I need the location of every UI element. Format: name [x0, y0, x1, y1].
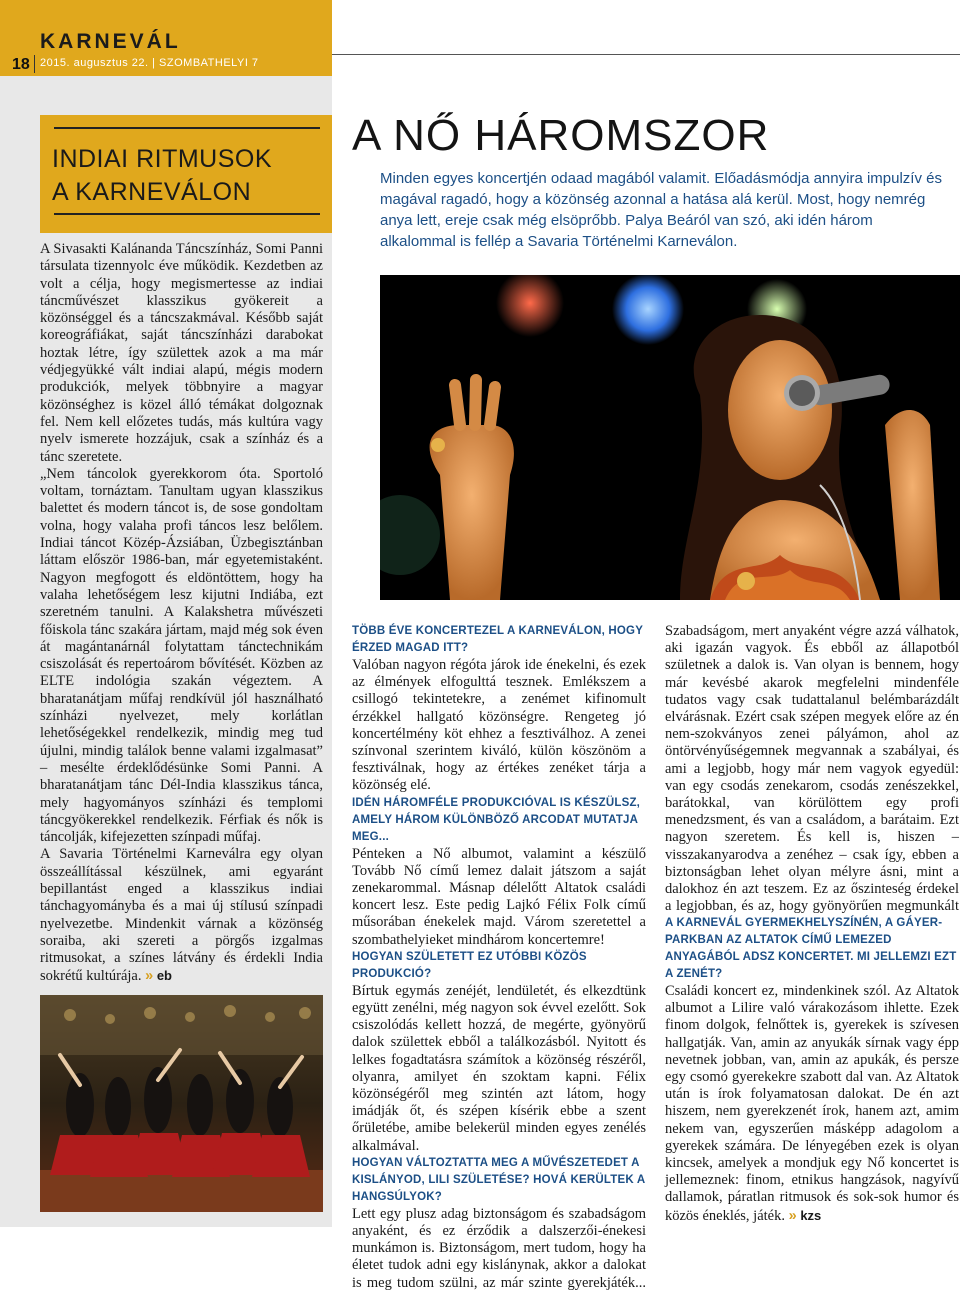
article-lead: Minden egyes koncertjén odaad magából valamit. Előadásmódja annyira impulzív és magával ragadó, hogy a közönség azonnal a hatása alá kerül. Most, hogy nemrég anya lett, ereje csak még elsöprőbb. Palya Beáról van szó, aki idén három alkalommal is fellép a Savaria Történelmi Karneválon.	[380, 170, 942, 250]
article-title: A NŐ HÁROMSZOR	[352, 111, 770, 160]
signature-mark: »	[145, 968, 154, 985]
sidebar-paragraph: A Sivasakti Kalánanda Táncszínház, Somi Panni társulata tizennyolc éve működik. Kezdetben az volt a célja, hogy megismertesse az indiai táncművészet klasszikus gyökereit a közönséggel és a táncszakmával. Később saját koreográfiákat, saját táncszínházi darabokat hoztak létre, így születtek azok a ma már védjegyükké vált indiai alapú, mégis modern produkciók, melyek többnyire a magyar közönséghez is közel álló témákat dolgoznak fel. Nem kell előzetes tudás, más kultúra vagy nyelv ismerete hozzájuk, csak a színház és a tánc szeretete.	[40, 241, 323, 465]
interview-question: A KARNEVÁL GYERMEKHELYSZÍNÉN, A GÁYER-PARKBAN AZ ALTATOK CÍMŰ LEMEZED ANYAGÁBÓL ADSZ KONCERTET. MI JELLEMZI EZT A ZENÉT?	[665, 917, 957, 980]
singer-photo	[380, 275, 960, 600]
interview-question: IDÉN HÁROMFÉLE PRODUKCIÓVAL IS KÉSZÜLSZ, AMELY HÁROM KÜLÖNBÖZŐ ARCODAT MUTATJA MEG...	[352, 796, 641, 843]
sidebar-title-line1: INDIAI RITMUSOK	[52, 145, 273, 173]
section-label: KARNEVÁL	[40, 30, 181, 53]
title-rule-top	[54, 127, 320, 129]
interview-question: HOGYAN VÁLTOZTATTA MEG A MŰVÉSZETEDET A KISLÁNYOD, LILI SZÜLETÉSE? HOVÁ KERÜLTEK A HANGSÚLYOK?	[352, 1156, 645, 1203]
article-column-1	[352, 623, 646, 1292]
interview-answer: Valóban nagyon régóta járok ide énekelni, és ezek az élmények elfogulttá tesznek. Emlékszem a csillogó tekintetekre, a zenémet kifinomult érzékkel hallgató közönségre. Rengeteg jó koncertélmény köt ehhez a fesztiválhoz. A zenei színvonal szerintem kiváló, külön köszönöm a fesztiválnak, hogy az értékes zenéket tárja a közönség elé.	[352, 657, 646, 794]
issue-date: 2015. augusztus 22. | SZOMBATHELYI 7	[40, 57, 259, 69]
author-signature: kzs	[800, 1207, 822, 1223]
sidebar-article	[40, 241, 323, 986]
sidebar-title	[52, 143, 272, 209]
sidebar-paragraph: A Savaria Történelmi Karneválra egy olyan összeállítással készülnek, ami egyaránt bepillantást enged a klasszikus indiai tánchagyományba és a mai új stílusú színpadi nyelvezetbe. Mindenkit várnak a közönség soraiba, aki szereti a pörgős izgalmas ritmusokat, a színes látvány és érdekli India sokrétű kultúrája. » eb	[40, 846, 323, 985]
interview-answer: Pénteken a Nő albumot, valamint a készülő Tovább Nő című lemez dalait játszom a saját zenekarommal. Másnap délelőtt Altatok családi koncert lesz. Este pedig Lajkó Félix Folk című műsorában énekelek majd. Várom szeretettel a szombathelyieket mindhárom koncertemre!	[352, 845, 646, 948]
interview-answer-continued: Szabadságom, mert anyaként végre azzá válhatok, aki igazán vagyok. És ebből az állapotból születnek a dalok is. Van olyan is bennem, hogy már kevésbé akarok megfelelni mindenféle tudatos vagy csak tudattalanul belémbarázdált elvárásnak. Ezért csak szépen megyek előre az én nem-szokványos zenei pályámon, ahol az öntörvényűségemnek megvannak a szabályai, és ami a legjobb, hogy már nem vagyok egyedül: van egy csodás zenekarom, csodás zenészekkel, barátokkal, van körülöttem egy profi menedzsment, és van a családom, a barátaim. Ezt nagyon szeretem. És kell is, hiszen – visszakanyarodva a zenéhez – csak így, ebben a biztonságban lehet olyan mélyre ásni, mint a dalokhoz én azt teszem. Ez az őszinteség érdekel a legjobban, és az, hogy gyönyörűen megmunkált	[665, 623, 959, 915]
interview-answer: Bírtuk egymás zenéjét, lendületét, és elkezdtünk együtt zenélni, még nagyon sok évvel ezelőtt. Sok csiszolódás kellett hozzá, de megérte, gyönyörű dalok születtek ebből a találkozásból. Nyitott és lelkes fogadtatásra számítok a közönség részéről, olyanra, amilyet én szoktam kapni. Félix közönségéről meg szintén azt látom, hogy imádják őt, és szépen kísérik ebbe a szent őrületébe, amibe belekerül minden egyes zenélés alkalmával.	[352, 982, 646, 1154]
title-rule-bottom	[54, 213, 320, 215]
interview-question: HOGYAN SZÜLETETT EZ UTÓBBI KÖZÖS PRODUKCIÓ?	[352, 950, 587, 980]
sidebar-title-line2: A KARNEVÁLON	[52, 178, 252, 206]
article-column-2	[665, 623, 959, 1225]
interview-answer: Családi koncert ez, mindenkinek szól. Az Altatok albumot a Lilire való várakozásom ihlette. Ezek finom dolgok, felnőttek is, gyerekek is szívesen hallgatják. Van, amin az anyukák sírnak vagy épp nevetnek jobban, van, amin az apukák, és persze egy csomó gyerekekre szabott dal van. Az Altatok után is írok folyamatosan dalokat. De én azt hiszem, nem gyerekzenét írok, hanem azt, amim nekem van, egyszerűen másképp adagolom a gyerekek számára. De lényegében ezek is olyan kincsek, amelyek a mondjuk egy Nő koncertet is jellemeznek: finom, etnikus hangzások, nagyívű dallamok, páratlan ritmusok és sok-sok humor és közös éneklés, játék. » kzs	[665, 983, 959, 1224]
author-signature: eb	[156, 968, 172, 984]
header-divider	[34, 55, 35, 73]
signature-mark: »	[788, 1207, 797, 1224]
page-number: 18	[12, 56, 30, 73]
interview-question: TÖBB ÉVE KONCERTEZEL A KARNEVÁLON, HOGY ÉRZED MAGAD ITT?	[352, 625, 643, 654]
sidebar-title-box	[40, 115, 332, 233]
dance-troupe-photo	[40, 995, 323, 1212]
header-rule	[332, 54, 960, 55]
sidebar-paragraph: „Nem táncolok gyerekkorom óta. Sportoló voltam, tornáztam. Tanultam ugyan klasszikus balettet és modern táncot is, de sose gondoltam volna, hogy valaha profi táncos lesz belőlem. Indiai táncot Közép-Ázsiában, Üzbegisztánban láttam először 1986-ban, már egyetemistaként. Nagyon megfogott és eldöntöttem, hogy ha valaha lehetőségem lesz kijutni Indiába, ezt szeretném tanulni. A Kalakshetra művészeti főiskola tánc szakára jártam, majd még sok éven át magántanárnál folytattam tánctechnikám csiszolását és repertoárom bővítését. Közben az ELTE indológia szakán végeztem. A bharatanátjam műfaj rendkívül jól használható színházi nyelvezet, mely korlátlan lehetőségekkel rendelkezik, mindig meg tud újulni, mindig találok benne valami izgalmasat” – mesélte érdeklődésünke Somi Panni. A bharatanátjam tánc Dél-India klasszikus tánca, mely hagyományos színházi és templomi táncgyökerekkel rendelkezik. Férfiak és nők is táncolják, kifejezetten színpadi műfaj.	[40, 465, 323, 846]
interview-answer: Lett egy plusz adag biztonságom és szabadságom anyaként, és ez érződik a dalszerzői-énekesi munkámon is. Biztonságom, mert tudom, hogy ha életet tudok adni egy kislánynak, akkor a dalokat is meg tudom szülni, az már szinte gyerekjáték...	[352, 1205, 646, 1291]
